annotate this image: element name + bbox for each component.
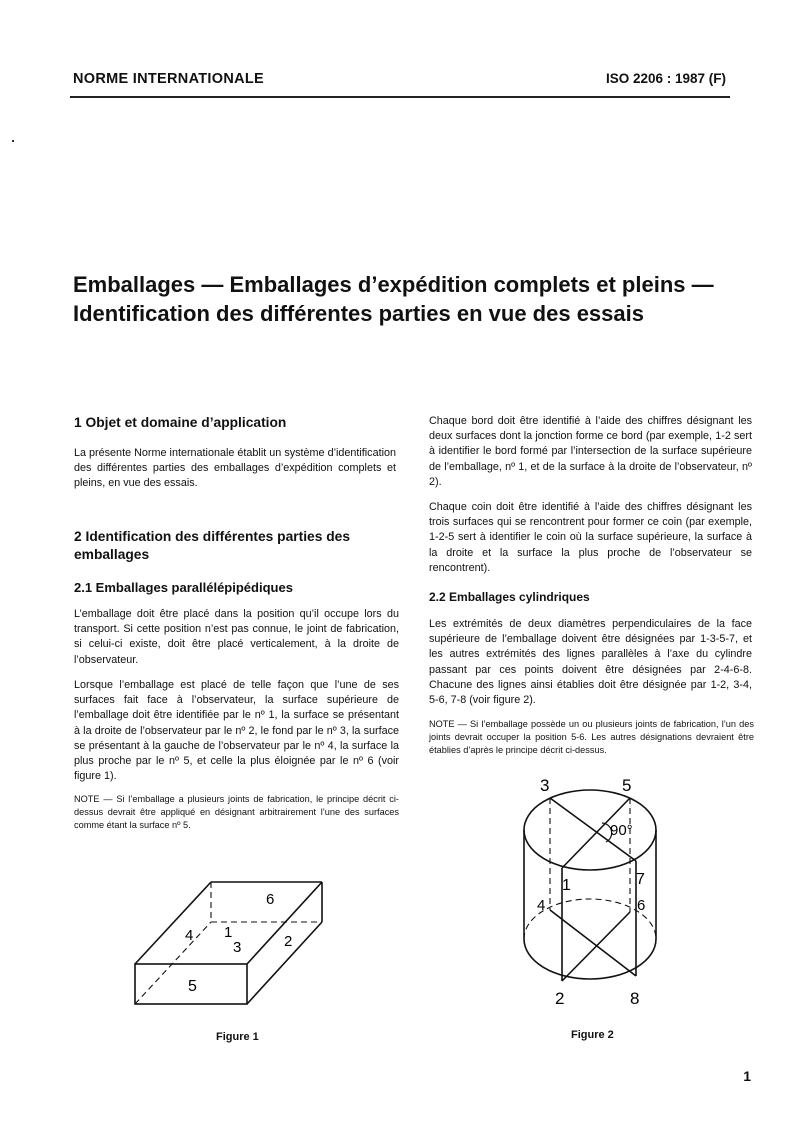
face-label-6: 6 [266, 891, 275, 908]
hidden-edge-diagonal [135, 922, 211, 1004]
section-2-2-note: NOTE — Si l’emballage possède un ou plusieurs joints de fabrication, l’un des joints devrait occuper la position 5-6. Les autres désignations devraient être établies d’après le principe décrit ci-dessus. [429, 719, 754, 756]
point-label-7: 7 [636, 871, 645, 888]
face-label-4: 4 [185, 927, 194, 944]
cylinder-top-ellipse [524, 790, 656, 870]
face-label-5: 5 [188, 978, 197, 995]
point-label-6: 6 [637, 897, 646, 914]
face-label-3: 3 [233, 939, 242, 956]
scan-speck [12, 140, 14, 142]
section-2-2-paragraph-1: Les extrémités de deux diamètres perpendiculaires de la face supérieure de l’emballage doivent être désignées par 1-3-5-7, et les autres extrémités des lignes parallèles à l’axe du cylindre passant par ces points doivent être désignées par 2-4-6-8. Chacune des lignes ainsi établies doit être désignée par 1-2, 3-4, 5-6, 7-8 (voir figure 2). [429, 618, 752, 707]
face-label-2: 2 [284, 933, 293, 950]
face-label-1: 1 [224, 924, 233, 941]
document-title: Emballages — Emballages d’expédition complets et pleins — Identification des différentes parties en vue des essais [73, 272, 714, 326]
point-label-8: 8 [630, 989, 640, 1008]
point-label-1: 1 [562, 877, 571, 894]
figure-1-box-diagram [126, 870, 356, 1010]
figure-2-caption: Figure 2 [571, 1029, 614, 1041]
section-2-heading: 2 Identification des différentes parties des emballages [74, 529, 351, 562]
section-2-1-note: NOTE — Si l’emballage a plusieurs joints de fabrication, le principe décrit ci-dessus devrait être appliqué en désignant arbitrairement l’une des surfaces comme étant la surface nº 5. [74, 794, 399, 831]
point-label-5: 5 [622, 776, 632, 795]
point-label-3: 3 [540, 776, 550, 795]
header-reference: ISO 2206 : 1987 (F) [605, 71, 726, 86]
header-rule [70, 96, 730, 98]
point-label-4: 4 [537, 897, 546, 914]
section-2-1-paragraph-1: L’emballage doit être placé dans la position qu’il occupe lors du transport. Si cette position n’est pas connue, le joint de fabrication, si celui-ci existe, doit être placé verticalement, à la droite de l’observateur. [74, 608, 399, 666]
figure-2-cylinder-diagram [510, 768, 670, 1013]
section-1-text: La présente Norme internationale établit un système d’identification des différentes parties des emballages d’expédition complets et pleins, en vue des essais. [74, 447, 396, 490]
section-2-1-paragraph-2: Lorsque l’emballage est placé de telle façon que l’une de ses surfaces fait face à l’observateur, la surface supérieure de l’emballage doit être identifiée par le nº 1, la surface se présentant à la droite de l’observateur par le nº 2, le fond par le nº 3, la surface se présentant à la gauche de l’observateur par le nº 4, la surface la plus proche par le nº 5, et celle la plus éloignée par le nº 6 (voir figure 1). [74, 679, 399, 783]
point-label-2: 2 [555, 989, 565, 1008]
section-1-heading: 1 Objet et domaine d’application [74, 415, 287, 430]
section-2-1-paragraph-3: Chaque bord doit être identifié à l’aide des chiffres désignant les deux surfaces dont la jonction forme ce bord (par exemple, 1-2 sert à identifier le bord formé par l’intersection de la surface supérieure de l’emballage, nº 1, et de la surface à la droite de l’observateur, nº 2). [429, 415, 752, 488]
page-number: 1 [743, 1068, 751, 1084]
section-2-1-paragraph-4: Chaque coin doit être identifié à l’aide des chiffres désignant les trois surfaces qui se rencontrent pour former ce coin (par exemple, 1-2-5 sert à identifier le coin où la surface supérieure, la surface à la droite et la surface la plus proche de l’observateur se rencontrent). [429, 501, 752, 574]
header-standard-type: NORME INTERNATIONALE [73, 71, 265, 87]
section-2-1-heading: 2.1 Emballages parallélépipédiques [74, 580, 293, 595]
figure-1-caption: Figure 1 [216, 1031, 259, 1043]
angle-label-90: 90° [610, 822, 633, 839]
section-2-2-heading: 2.2 Emballages cylindriques [429, 590, 590, 604]
